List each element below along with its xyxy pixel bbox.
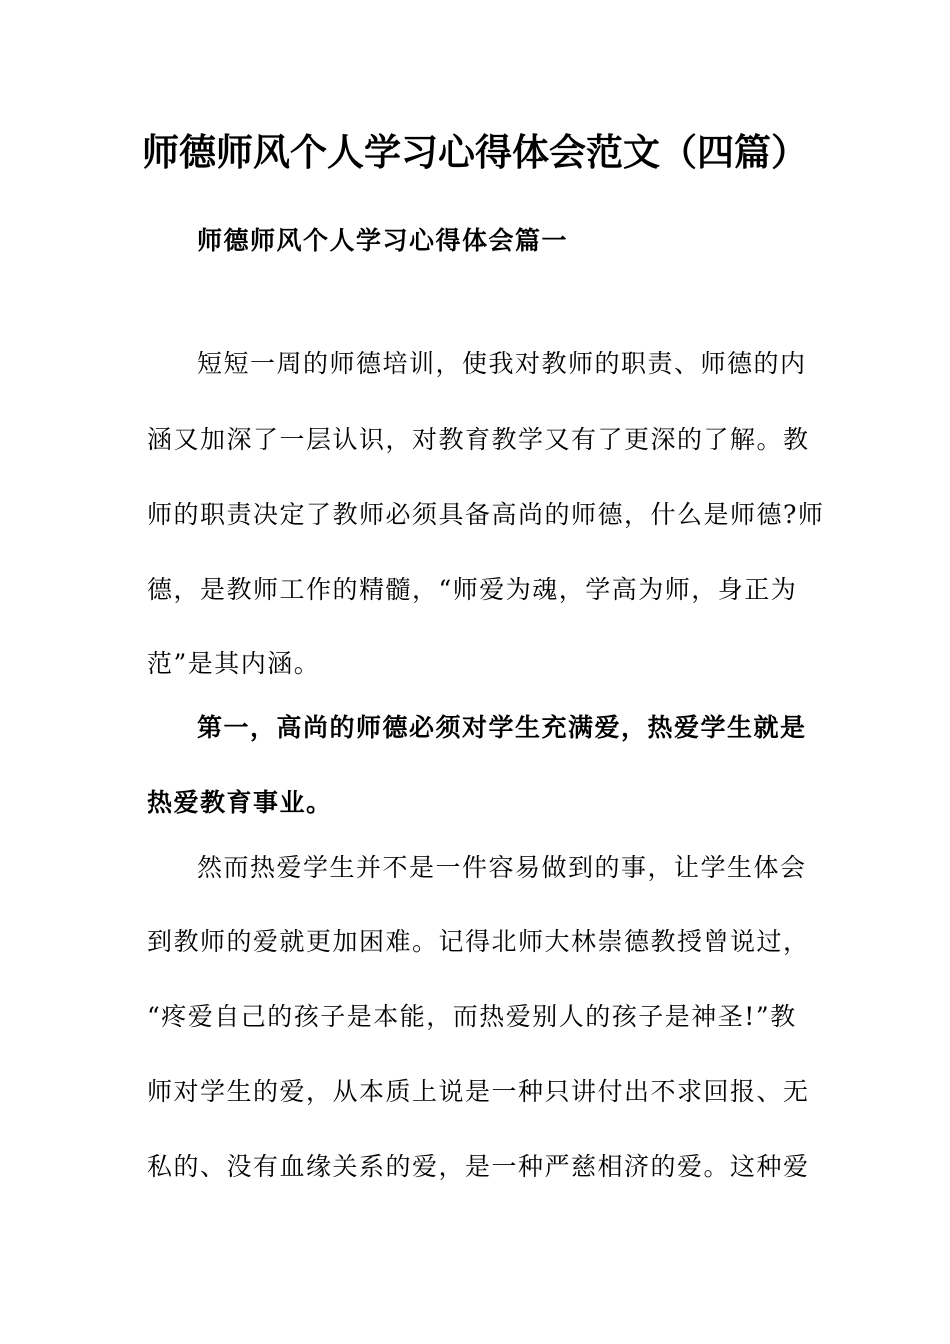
paragraph-line: 到教师的爱就更加困难。记得北师大林崇德教授曾说过， <box>147 927 810 956</box>
document-title: 师德师风个人学习心得体会范文（四篇） <box>142 130 808 174</box>
bold-point-line: 热爱教育事业。 <box>147 788 333 817</box>
paragraph-line: 师的职责决定了教师必须具备高尚的师德，什么是师德?师 <box>147 500 825 529</box>
paragraph-line: 范”是其内涵。 <box>147 649 321 678</box>
paragraph-line: 涵又加深了一层认识，对教育教学又有了更深的了解。教 <box>147 425 810 454</box>
paragraph-line: 短短一周的师德培训，使我对教师的职责、师德的内 <box>197 349 807 378</box>
paragraph-line: 然而热爱学生并不是一件容易做到的事，让学生体会 <box>197 853 807 882</box>
paragraph-line: 私的、没有血缘关系的爱，是一种严慈相济的爱。这种爱 <box>147 1152 810 1181</box>
section-heading-1: 师德师风个人学习心得体会篇一 <box>197 226 569 255</box>
bold-point-line: 第一，高尚的师德必须对学生充满爱，热爱学生就是 <box>197 713 807 742</box>
paragraph-line: 师对学生的爱，从本质上说是一种只讲付出不求回报、无 <box>147 1077 810 1106</box>
paragraph-line: 德，是教师工作的精髓，“师爱为魂，学高为师，身正为 <box>147 575 798 604</box>
paragraph-line: “疼爱自己的孩子是本能，而热爱别人的孩子是神圣!”教 <box>147 1002 797 1031</box>
